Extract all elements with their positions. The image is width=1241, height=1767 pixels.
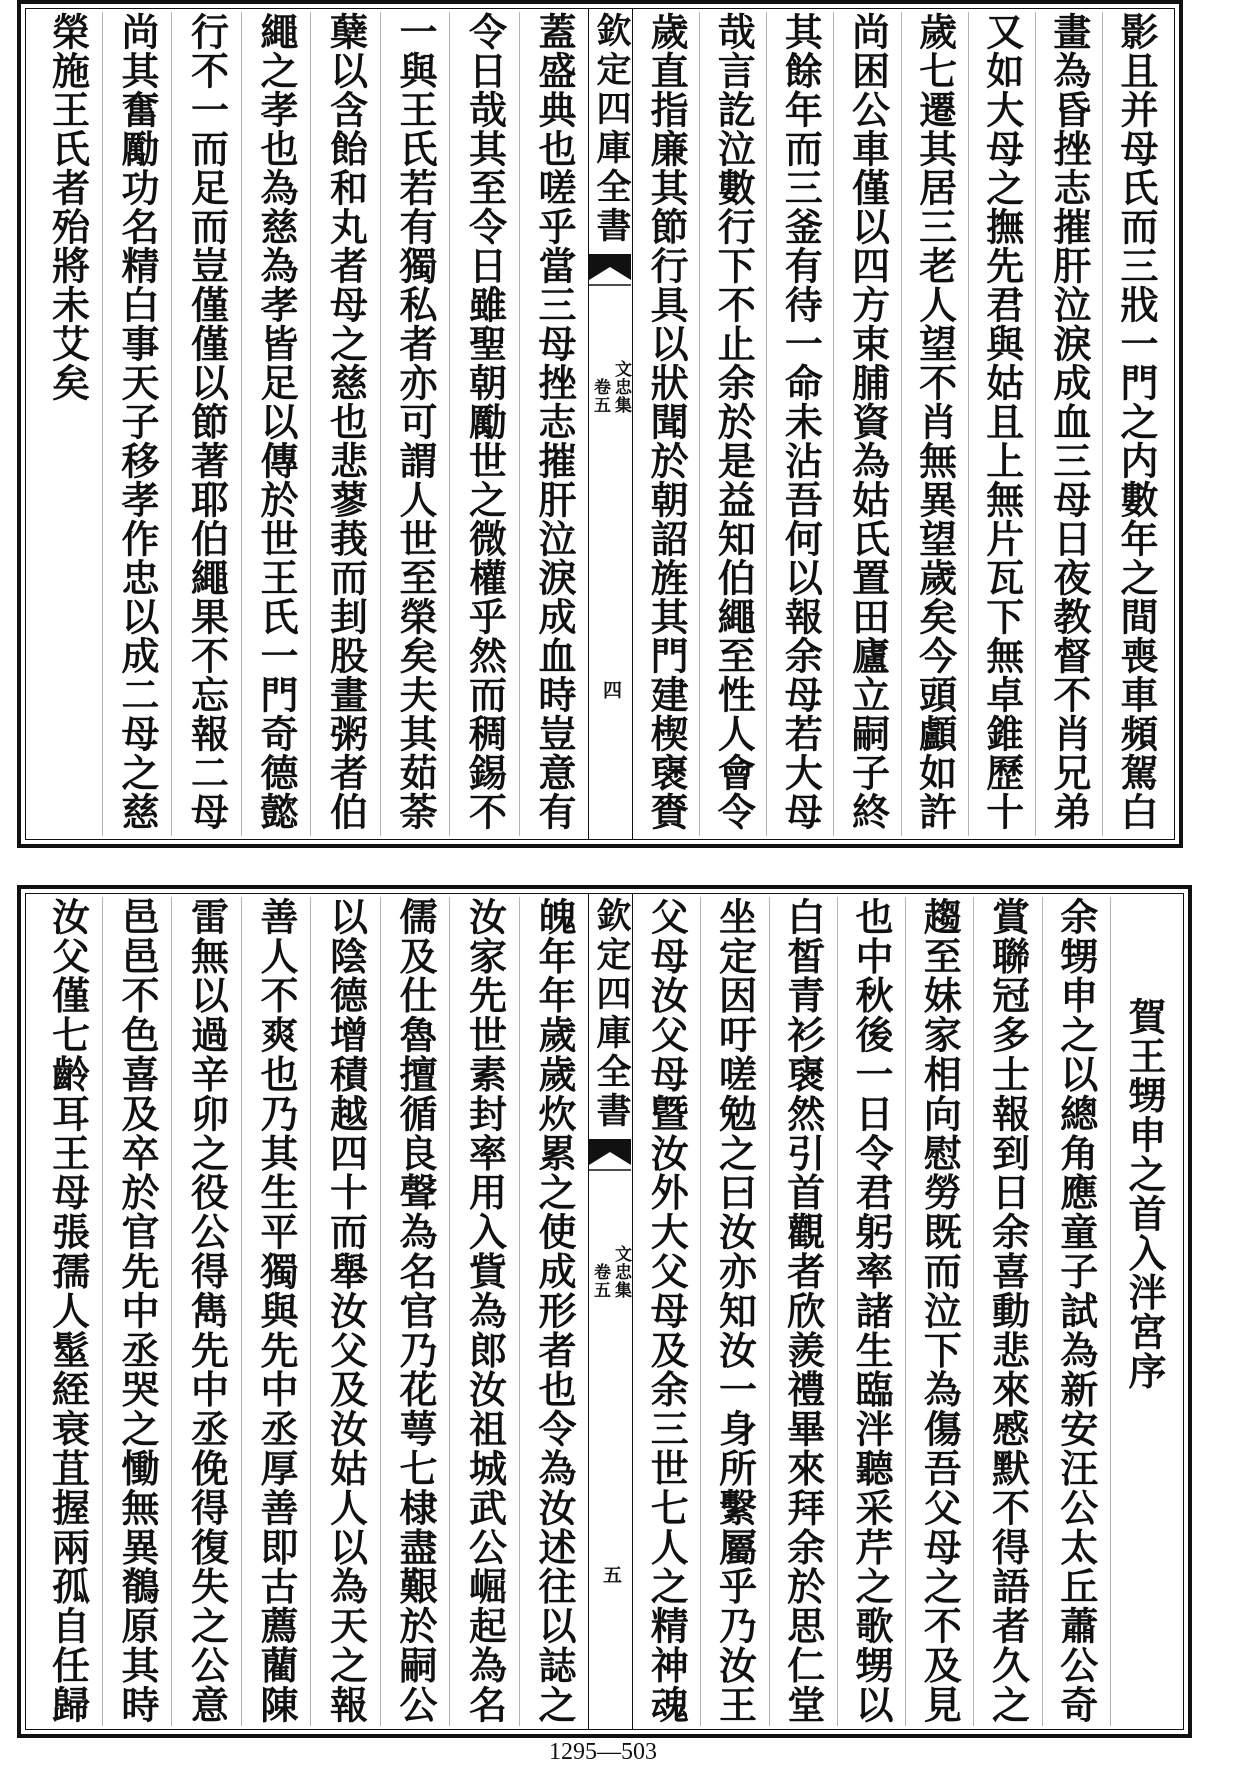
text-column: 歲七遷其居三老人望不肖無異望歲矣今頭顱如許 [901, 12, 968, 836]
text-column: 榮施王氏者殆將未艾矣 [45, 12, 91, 402]
text-column: 哉言訖泣數行下不止余於是益知伯繩至性人會令 [699, 12, 766, 836]
text-column: 蓋盛典也嗟乎當三母挫志摧肝泣淚成血時豈意有 [519, 12, 589, 836]
text-column: 余甥申之以總角應童子試為新安汪公太丘蕭公奇 [1042, 897, 1110, 1726]
essay-title: 賀王甥申之首入泮宮序 [1110, 897, 1178, 1726]
right-half-text [633, 12, 1169, 836]
left-half-text [33, 12, 588, 836]
text-column: 儒及仕魯擅循良聲為名官乃花萼七棣盡艱於嗣公 [380, 897, 450, 1726]
text-column: 蘖以含飴和丸者母之慈也悲蓼莪而刲股畫粥者伯 [310, 12, 380, 836]
text-column: 父母汝父母曁汝外大父母及余三世七人之精神魂 [644, 897, 690, 1725]
text-column: 坐定因吁嗟勉之曰汝亦知汝一身所繫屬乎乃汝王 [700, 897, 768, 1726]
center-fold-column [588, 893, 633, 1730]
text-column: 雷無以過辛卯之役公得雋先中丞俛得復失之公意 [171, 897, 241, 1726]
text-column: 善人不爽也乃其生平獨與先中丞厚善即古薦藺陳 [241, 897, 311, 1726]
text-column: 影且并母氏而三戕一門之内數年之間喪車頻駕白 [1102, 12, 1169, 836]
book-title: 欽定四庫全書 [591, 897, 632, 1131]
volume-label: 卷五 [590, 378, 610, 414]
text-column: 一與王氏若有獨私者亦可謂人世至榮矣夫其茹荼 [380, 12, 450, 836]
page-reference: 1295—503 [549, 1739, 657, 1765]
volume-label: 卷五 [590, 1263, 610, 1299]
collection-name: 文忠集 [611, 1245, 631, 1299]
text-column: 魄年年歲歲炊累之使成形者也令為汝述往以誌之 [519, 897, 589, 1726]
text-column: 令日哉其至令日雖聖朝勵世之微權乎然而稠錫不 [449, 12, 519, 836]
text-column: 白皙青衫襃然引首觀者欣羨禮畢來拜余於思仁堂 [769, 897, 837, 1726]
left-half-text [33, 897, 588, 1726]
fishtail-mark-icon [589, 1139, 631, 1173]
text-column: 畫為昏挫志摧肝泣淚成血三母日夜教督不肖兄弟 [1035, 12, 1102, 836]
text-column: 歲直指廉其節行具以狀聞於朝詔旌其門建楔襃賚 [644, 12, 690, 831]
text-column: 賞聯冠多士報到日余喜動悲來慼默不得語者久之 [973, 897, 1041, 1726]
text-column: 繩之孝也為慈為孝皆足以傳於世王氏一門奇德懿 [241, 12, 311, 836]
leaf-number: 四 [600, 680, 622, 699]
text-column: 也中秋後一日令君躬率諸生臨泮聽采芹之歌甥以 [837, 897, 905, 1726]
leaf-number: 五 [600, 1565, 622, 1584]
text-column: 汝父僅七齡耳王母張孺人髽絰衰苴握兩孤自任歸 [45, 897, 91, 1725]
fishtail-mark-icon [589, 254, 631, 288]
bottom-page-panel [17, 885, 1192, 1738]
text-column: 行不一而足而豈僅僅以節著耶伯繩果不忘報二母 [171, 12, 241, 836]
text-column: 汝家先世素封率用入貲為郎汝祖城武公崛起為名 [449, 897, 519, 1726]
text-column: 趨至妹家相向慰勞既而泣下為傷吾父母之不及見 [905, 897, 973, 1726]
center-fold-column [588, 8, 633, 840]
text-column: 尚其奮勵功名精白事天子移孝作忠以成二母之慈 [102, 12, 172, 836]
text-column: 邑邑不色喜及卒於官先中丞哭之慟無異鶺原其時 [102, 897, 172, 1726]
text-column: 尚困公車僅以四方束脯資為姑氏置田廬立嗣子終 [833, 12, 900, 836]
top-page-panel [17, 0, 1183, 848]
text-column: 以陰德增積越四十而舉汝父及汝姑人以為天之報 [310, 897, 380, 1726]
collection-name: 文忠集 [611, 360, 631, 414]
text-column: 其餘年而三釜有待一命未沾吾何以報余母若大母 [766, 12, 833, 836]
book-title: 欽定四庫全書 [591, 12, 632, 246]
text-column: 又如大母之撫先君與姑且上無片瓦下無卓錐歷十 [968, 12, 1035, 836]
right-half-text [633, 897, 1178, 1726]
